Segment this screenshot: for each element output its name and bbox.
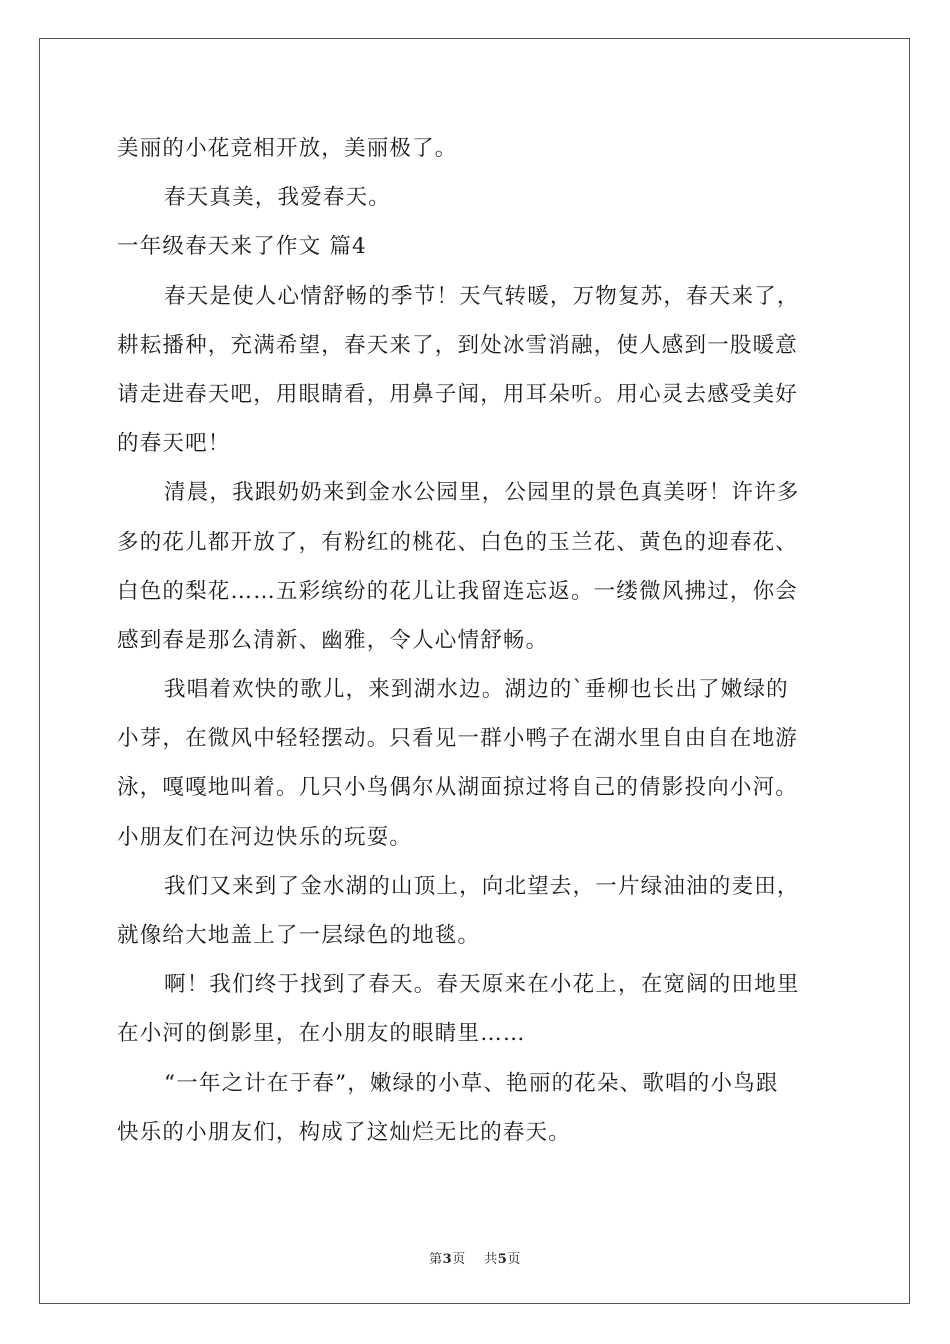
text-line: 啊！我们终于找到了春天。春天原来在小花上，在宽阔的田地里 (164, 972, 800, 998)
text-line: 清晨，我跟奶奶来到金水公园里，公园里的景色真美呀！许许多 (164, 480, 800, 506)
text-line: 白色的梨花……五彩缤纷的花儿让我留连忘返。一缕微风拂过，你会 (117, 578, 799, 604)
page-suffix: 页 (452, 1252, 466, 1267)
text-line: 的春天吧！ (117, 431, 231, 457)
text-line: 请走进春天吧，用眼睛看，用鼻子闻，用耳朵听。用心灵去感受美好 (117, 381, 799, 407)
text-line: 小朋友们在河边快乐的玩耍。 (117, 824, 413, 850)
text-line: 多的花儿都开放了，有粉红的桃花、白色的玉兰花、黄色的迎春花、 (117, 529, 799, 555)
section-heading: 一年级春天来了作文 篇4 (117, 234, 367, 260)
document-body (117, 124, 837, 1157)
text-line: 我唱着欢快的歌儿，来到湖水边。湖边的`垂柳也长出了嫩绿的 (164, 677, 789, 703)
page-number: 3 (442, 1252, 453, 1267)
text-line: 美丽的小花竞相开放，美丽极了。 (117, 136, 458, 161)
total-prefix: 共 (484, 1252, 498, 1267)
total-pages: 5 (497, 1252, 508, 1267)
text-line: 我们又来到了金水湖的山顶上，向北望去，一片绿油油的麦田， (164, 873, 800, 899)
text-line: 在小河的倒影里，在小朋友的眼睛里…… (117, 1021, 526, 1047)
page-prefix: 第 (429, 1252, 443, 1267)
text-line: 春天是使人心情舒畅的季节！天气转暖，万物复苏，春天来了， (164, 283, 800, 309)
text-line: 感到春是那么清新、幽雅，令人心情舒畅。 (117, 627, 549, 653)
text-line: 快乐的小朋友们，构成了这灿烂无比的春天。 (117, 1119, 572, 1145)
text-line: 春天真美，我爱春天。 (164, 185, 392, 211)
text-line: 小芽，在微风中轻轻摆动。只看见一群小鸭子在湖水里自由自在地游 (117, 726, 799, 752)
total-suffix: 页 (507, 1252, 521, 1267)
text-line: 就像给大地盖上了一层绿色的地毯。 (117, 923, 481, 948)
text-line: “一年之计在于春”，嫩绿的小草、艳丽的花朵、歌唱的小鸟跟 (164, 1070, 779, 1096)
text-line: 耕耘播种，充满希望，春天来了，到处冰雪消融，使人感到一股暖意 (117, 332, 799, 358)
page-footer (0, 1248, 950, 1267)
text-line: 泳，嘎嘎地叫着。几只小鸟偶尔从湖面掠过将自己的倩影投向小河。 (117, 775, 799, 801)
